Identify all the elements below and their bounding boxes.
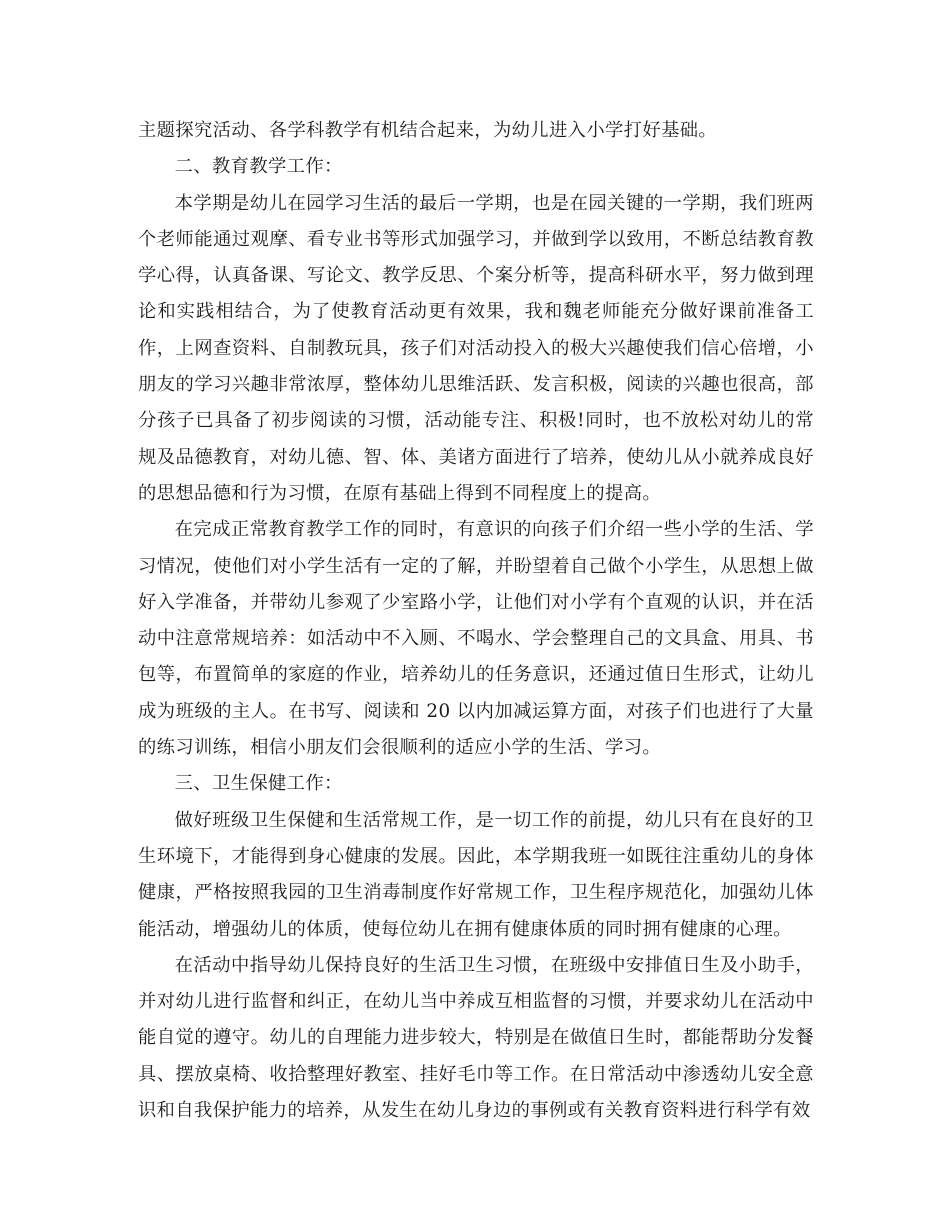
paragraph-teaching-work: 本学期是幼儿在园学习生活的最后一学期，也是在园关键的一学期，我们班两个老师能通过观摩、看专业书等形式加强学习，并做到学以致用，不断总结教育教学心得，认真备课、写论文、教学反思、个案分析等，提高科研水平，努力做到理论和实践相结合，为了使教育活动更有效果，我和魏老师能充分做好课前准备工作，上网查资料、自制教玩具，孩子们对活动投入的极大兴趣使我们信心倍增，小朋友的学习兴趣非常浓厚，整体幼儿思维活跃、发言积极，阅读的兴趣也很高，部分孩子已具备了初步阅读的习惯，活动能专注、积极!同时，也不放松对幼儿的常规及品德教育，对幼儿德、智、体、美诸方面进行了培养，使幼儿从小就养成良好的思想品德和行为习惯，在原有基础上得到不同程度上的提高。 xyxy=(138,192,814,504)
section-heading-health: 三、卫生保健工作： xyxy=(174,773,343,795)
paragraph-health-care: 做好班级卫生保健和生活常规工作，是一切工作的前提，幼儿只有在良好的卫生环境下，才能得到身心健康的发展。因此，本学期我班一如既往注重幼儿的身体健康，严格按照我园的卫生消毒制度作好常规工作，卫生程序规范化，加强幼儿体能活动，增强幼儿的体质，使每位幼儿在拥有健康体质的同时拥有健康的心理。 xyxy=(138,809,814,940)
paragraph-school-preparation: 在完成正常教育教学工作的同时，有意识的向孩子们介绍一些小学的生活、学习情况，使他们对小学生活有一定的了解，并盼望着自己做个小学生，从思想上做好入学准备，并带幼儿参观了少室路小学，让他们对小学有个直观的认识，并在活动中注意常规培养：如活动中不入厕、不喝水、学会整理自己的文具盒、用具、书包等，布置简单的家庭的作业，培养幼儿的任务意识，还通过值日生形式，让幼儿成为班级的主人。在书写、阅读和 20 以内加减运算方面，对孩子们也进行了大量的练习训练，相信小朋友们会很顺利的适应小学的生活、学习。 xyxy=(138,519,814,759)
document-body xyxy=(138,113,814,1129)
section-heading-teaching: 二、教育教学工作： xyxy=(174,156,343,178)
paragraph-continuation: 主题探究活动、各学科教学有机结合起来，为幼儿进入小学打好基础。 xyxy=(138,120,718,141)
paragraph-hygiene-habits: 在活动中指导幼儿保持良好的生活卫生习惯，在班级中安排值日生及小助手，并对幼儿进行监督和纠正，在幼儿当中养成互相监督的习惯，并要求幼儿在活动中能自觉的遵守。幼儿的自理能力进步较大，特别是在做值日生时，都能帮助分发餐具、摆放桌椅、收拾整理好教室、挂好毛巾等工作。在日常活动中渗透幼儿安全意识和自我保护能力的培养，从发生在幼儿身边的事例或有关教育资料进行科学有效 xyxy=(138,954,814,1122)
